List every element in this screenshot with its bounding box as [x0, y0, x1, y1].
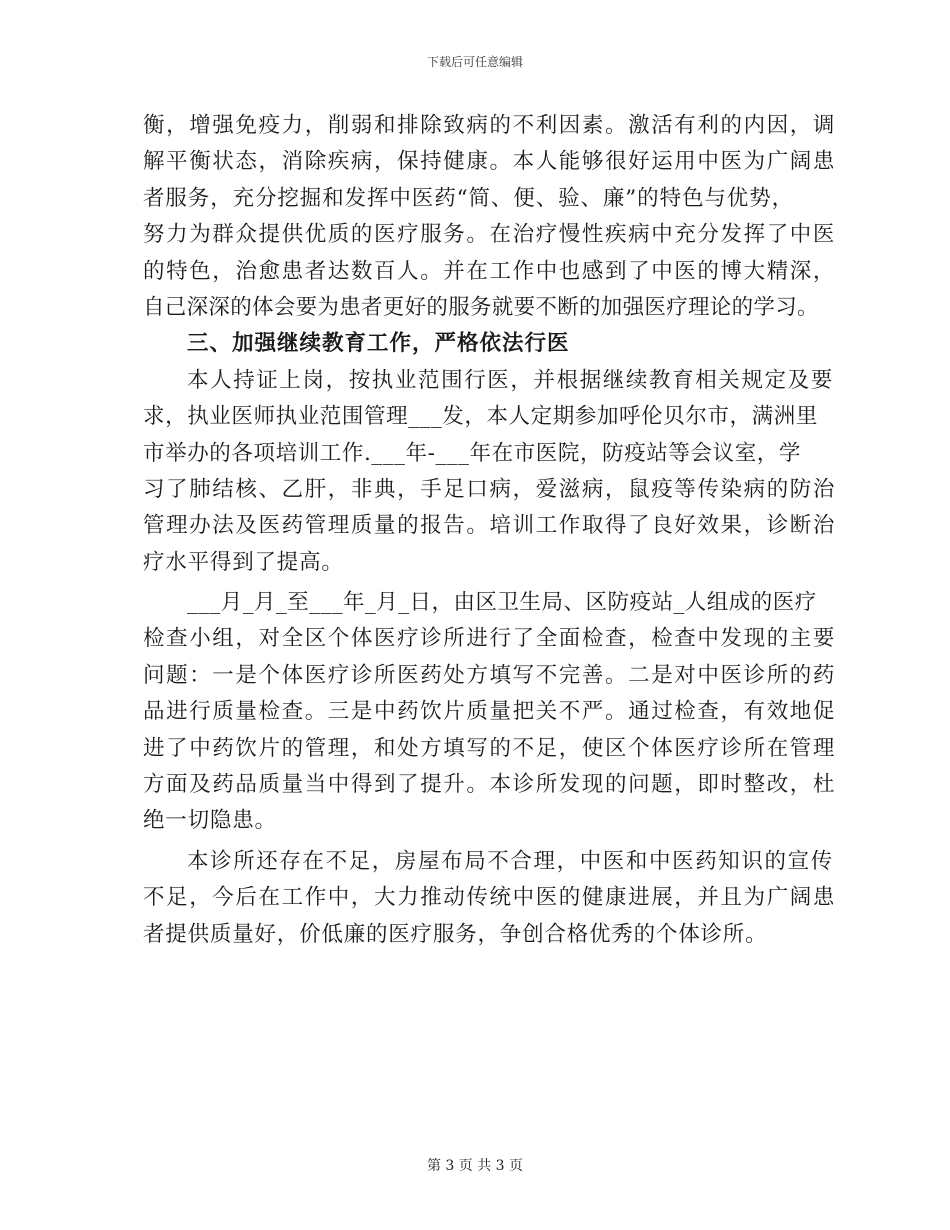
- text-line: 本人持证上岗，按执业范围行医，并根据继续教育相关规定及要: [187, 367, 834, 393]
- paragraph-inspection: [143, 585, 837, 840]
- text-line: 不足，今后在工作中，大力推动传统中医的健康进展，并且为广阔患: [143, 885, 837, 911]
- text-line: 疗水平得到了提高。: [143, 549, 344, 575]
- section-heading: 三、加强继续教育工作，严格依法行医: [187, 331, 570, 357]
- text-line: 管理办法及医药管理质量的报告。培训工作取得了良好效果，诊断治: [143, 513, 837, 539]
- text-line: 衡，增强免疫力，削弱和排除致病的不利因素。激活有利的内因，调: [143, 113, 837, 138]
- text-line: 自己深深的体会要为患者更好的服务就要不断的加强医疗理论的学习。: [143, 294, 819, 320]
- text-line: 市举办的各项培训工作.___年-___年在市医院，防疫站等会议室，学: [143, 440, 802, 466]
- text-line: 问题：一是个体医疗诊所医药处方填写不完善。二是对中医诊所的药: [143, 662, 837, 688]
- text-line: 本诊所还存在不足，房屋布局不合理，中医和中医药知识的宣传: [187, 848, 834, 874]
- text-line: 的特色，治愈患者达数百人。并在工作中也感到了中医的博大精深，: [143, 258, 837, 284]
- text-line: 求，执业医师执业范围管理___发，本人定期参加呼伦贝尔市，满洲里: [143, 404, 818, 430]
- paragraph-continuing-education: [143, 363, 837, 581]
- paragraph-continuation: [143, 108, 837, 326]
- text-line: 努力为群众提供优质的医疗服务。在治疗慢性疾病中充分发挥了中医: [143, 222, 837, 248]
- header-note: 下载后可任意编辑: [426, 55, 523, 69]
- text-line: 解平衡状态，消除疾病，保持健康。本人能够很好运用中医为广阔患: [143, 149, 837, 175]
- paragraph-shortcomings: [143, 844, 837, 953]
- text-line: 者服务，充分挖掘和发挥中医药“简、便、验、廉”的特色与优势，: [143, 185, 794, 211]
- text-line: 绝一切隐患。: [143, 808, 277, 834]
- document-body: [143, 108, 837, 953]
- text-line: ___月_月_至___年_月_日，由区卫生局、区防疫站_人组成的医疗: [187, 590, 817, 616]
- page-number: 第 3 页 共 3 页: [426, 1158, 524, 1174]
- text-line: 习了肺结核、乙肝，非典，手足口病，爱滋病，鼠疫等传染病的防治: [143, 476, 837, 502]
- text-line: 者提供质量好，价低廉的医疗服务，争创合格优秀的个体诊所。: [143, 921, 768, 947]
- text-line: 方面及药品质量当中得到了提升。本诊所发现的问题，即时整改，杜: [143, 772, 837, 798]
- text-line: 品进行质量检查。三是中药饮片质量把关不严。通过检查，有效地促: [143, 699, 837, 725]
- text-line: 进了中药饮片的管理，和处方填写的不足，使区个体医疗诊所在管理: [143, 735, 837, 761]
- text-line: 检查小组，对全区个体医疗诊所进行了全面检查，检查中发现的主要: [143, 626, 837, 652]
